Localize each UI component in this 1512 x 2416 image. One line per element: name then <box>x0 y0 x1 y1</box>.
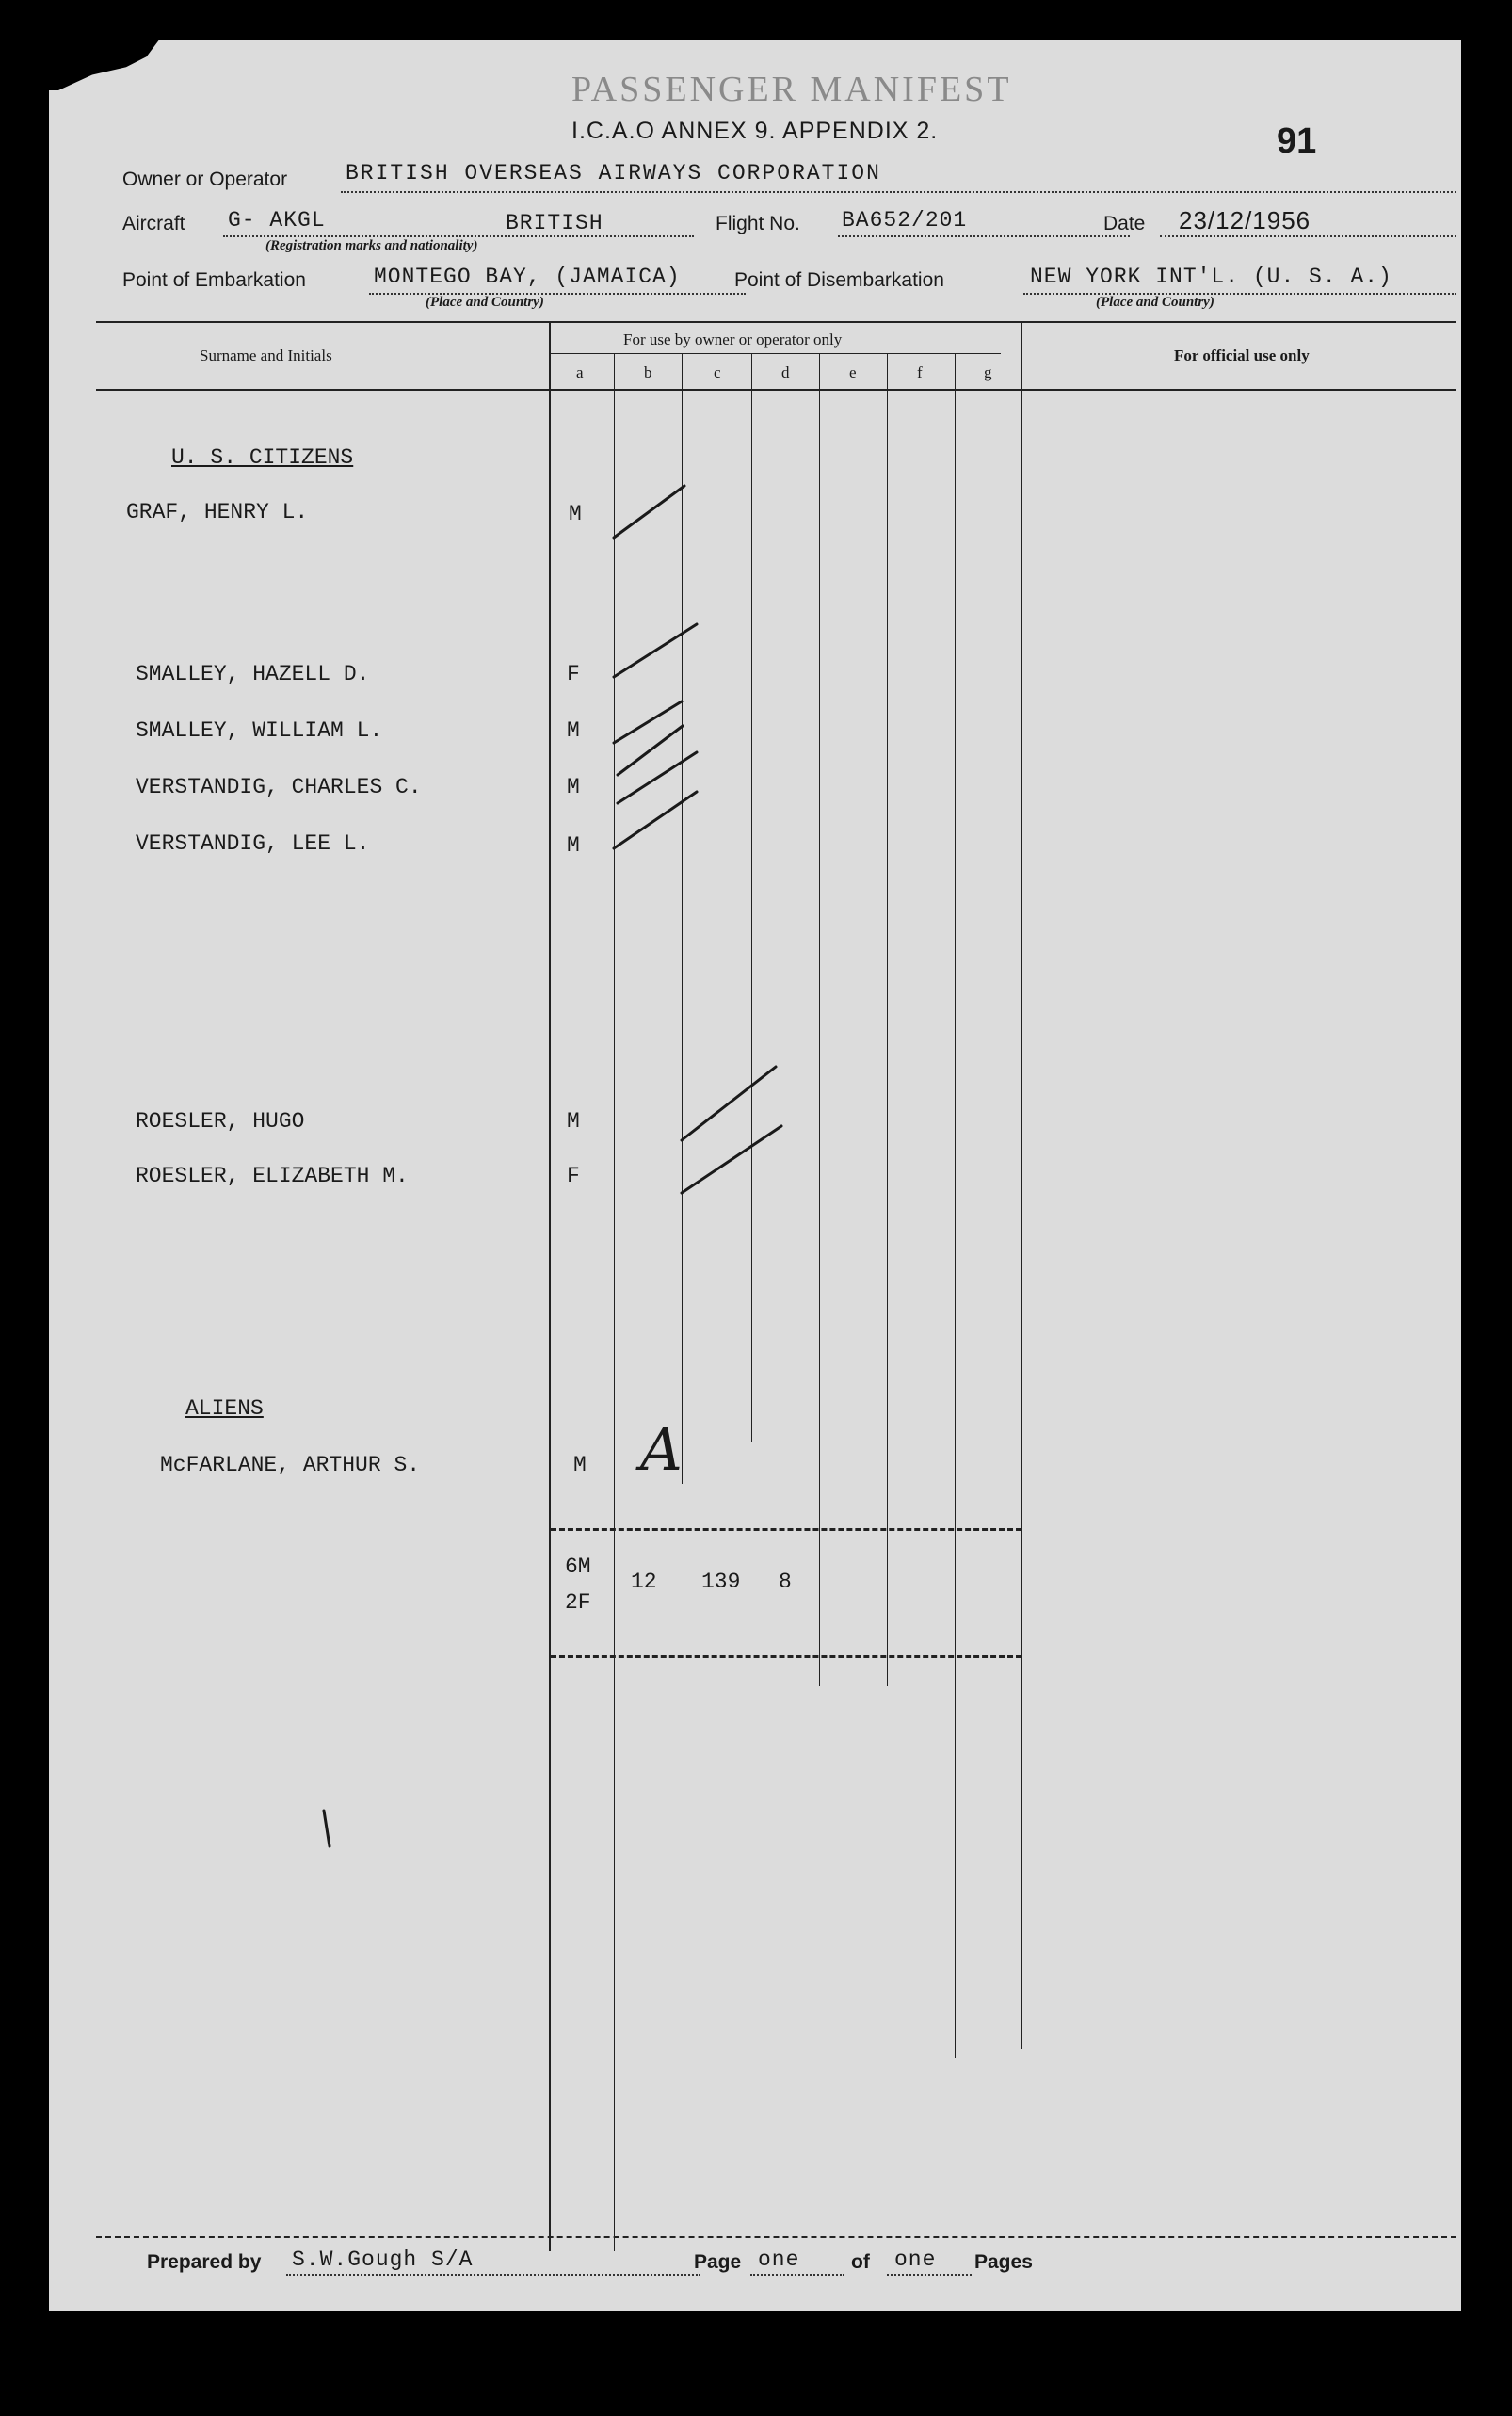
tick-mark <box>682 1126 781 1193</box>
of-label: of <box>851 2251 870 2273</box>
passenger-sex: M <box>567 718 580 743</box>
tick-mark <box>618 752 697 803</box>
passenger-handwritten-mark: A <box>640 1415 683 1484</box>
date-value: 23/12/1956 <box>1179 206 1311 234</box>
page-number: 91 <box>1277 121 1317 161</box>
surname-header: Surname and Initials <box>200 346 332 364</box>
passenger-sex: M <box>567 1109 580 1134</box>
embarkation-note: (Place and Country) <box>426 295 544 310</box>
col-header-c: c <box>714 363 721 381</box>
col-header-d: d <box>781 363 790 381</box>
tick-mark <box>614 701 682 743</box>
passenger-name: SMALLEY, WILLIAM L. <box>136 718 383 743</box>
of-dotted-line <box>887 2274 972 2276</box>
disembarkation-label: Point of Disembarkation <box>734 269 944 291</box>
owner-use-header: For use by owner or operator only <box>623 330 843 348</box>
passenger-name: ROESLER, HUGO <box>136 1109 305 1134</box>
passenger-sex: M <box>567 775 580 799</box>
flight-label: Flight No. <box>716 213 800 234</box>
prepared-by-label: Prepared by <box>147 2251 262 2273</box>
tick-mark <box>614 792 697 848</box>
of-value: one <box>894 2247 937 2272</box>
total-females: 2F <box>565 1590 591 1615</box>
embarkation-label: Point of Embarkation <box>122 269 306 291</box>
disembarkation-note: (Place and Country) <box>1096 295 1214 310</box>
passenger-sex: F <box>567 1164 580 1188</box>
tick-mark <box>614 486 684 538</box>
passenger-name: VERSTANDIG, LEE L. <box>136 831 370 856</box>
aircraft-nationality: BRITISH <box>506 211 603 235</box>
col-header-b: b <box>644 363 652 381</box>
totals-bottom-divider <box>551 1655 1021 1658</box>
passenger-sex: M <box>573 1453 587 1477</box>
handwritten-ticks <box>49 40 1461 2311</box>
prepared-by-dotted-line <box>286 2274 700 2276</box>
aircraft-value: G- AKGL <box>228 208 326 233</box>
section-heading-us-citizens: U. S. CITIZENS <box>171 445 354 470</box>
total-c: 139 <box>701 1570 741 1594</box>
page-dotted-line <box>750 2274 844 2276</box>
embarkation-value: MONTEGO BAY, (JAMAICA) <box>374 265 681 289</box>
owner-value: BRITISH OVERSEAS AIRWAYS CORPORATION <box>346 161 881 185</box>
passenger-name: SMALLEY, HAZELL D. <box>136 662 370 686</box>
passenger-name: GRAF, HENRY L. <box>126 500 309 524</box>
aircraft-label: Aircraft <box>122 213 185 234</box>
document-subtitle: I.C.A.O ANNEX 9. APPENDIX 2. <box>571 118 939 144</box>
totals-top-divider <box>551 1528 1021 1531</box>
pages-label: Pages <box>974 2251 1033 2273</box>
col-header-e: e <box>849 363 857 381</box>
total-b: 12 <box>631 1570 657 1594</box>
manifest-page <box>49 40 1461 2311</box>
disembarkation-value: NEW YORK INT'L. (U. S. A.) <box>1030 265 1392 289</box>
passenger-sex: M <box>567 833 580 858</box>
passenger-name: VERSTANDIG, CHARLES C. <box>136 775 422 799</box>
owner-label: Owner or Operator <box>122 169 288 190</box>
col-header-f: f <box>917 363 923 381</box>
tick-mark <box>682 1067 776 1140</box>
tick-mark <box>614 624 697 677</box>
page-value: one <box>758 2247 800 2272</box>
document-title: PASSENGER MANIFEST <box>571 70 1012 109</box>
col-header-a: a <box>576 363 584 381</box>
passenger-sex: F <box>567 662 580 686</box>
passenger-name: McFARLANE, ARTHUR S. <box>160 1453 421 1477</box>
date-label: Date <box>1103 213 1146 234</box>
col-header-g: g <box>984 363 992 381</box>
prepared-by-value: S.W.Gough S/A <box>292 2247 474 2272</box>
total-males: 6M <box>565 1554 591 1579</box>
section-heading-aliens: ALIENS <box>185 1396 264 1421</box>
passenger-name: ROESLER, ELIZABETH M. <box>136 1164 409 1188</box>
registration-note: (Registration marks and nationality) <box>265 238 478 253</box>
tick-mark <box>324 1811 330 1846</box>
official-use-header: For official use only <box>1174 346 1310 364</box>
total-d: 8 <box>779 1570 792 1594</box>
passenger-sex: M <box>569 502 582 526</box>
footer-divider <box>96 2236 1456 2238</box>
flight-value: BA652/201 <box>842 208 968 233</box>
page-label: Page <box>694 2251 742 2273</box>
